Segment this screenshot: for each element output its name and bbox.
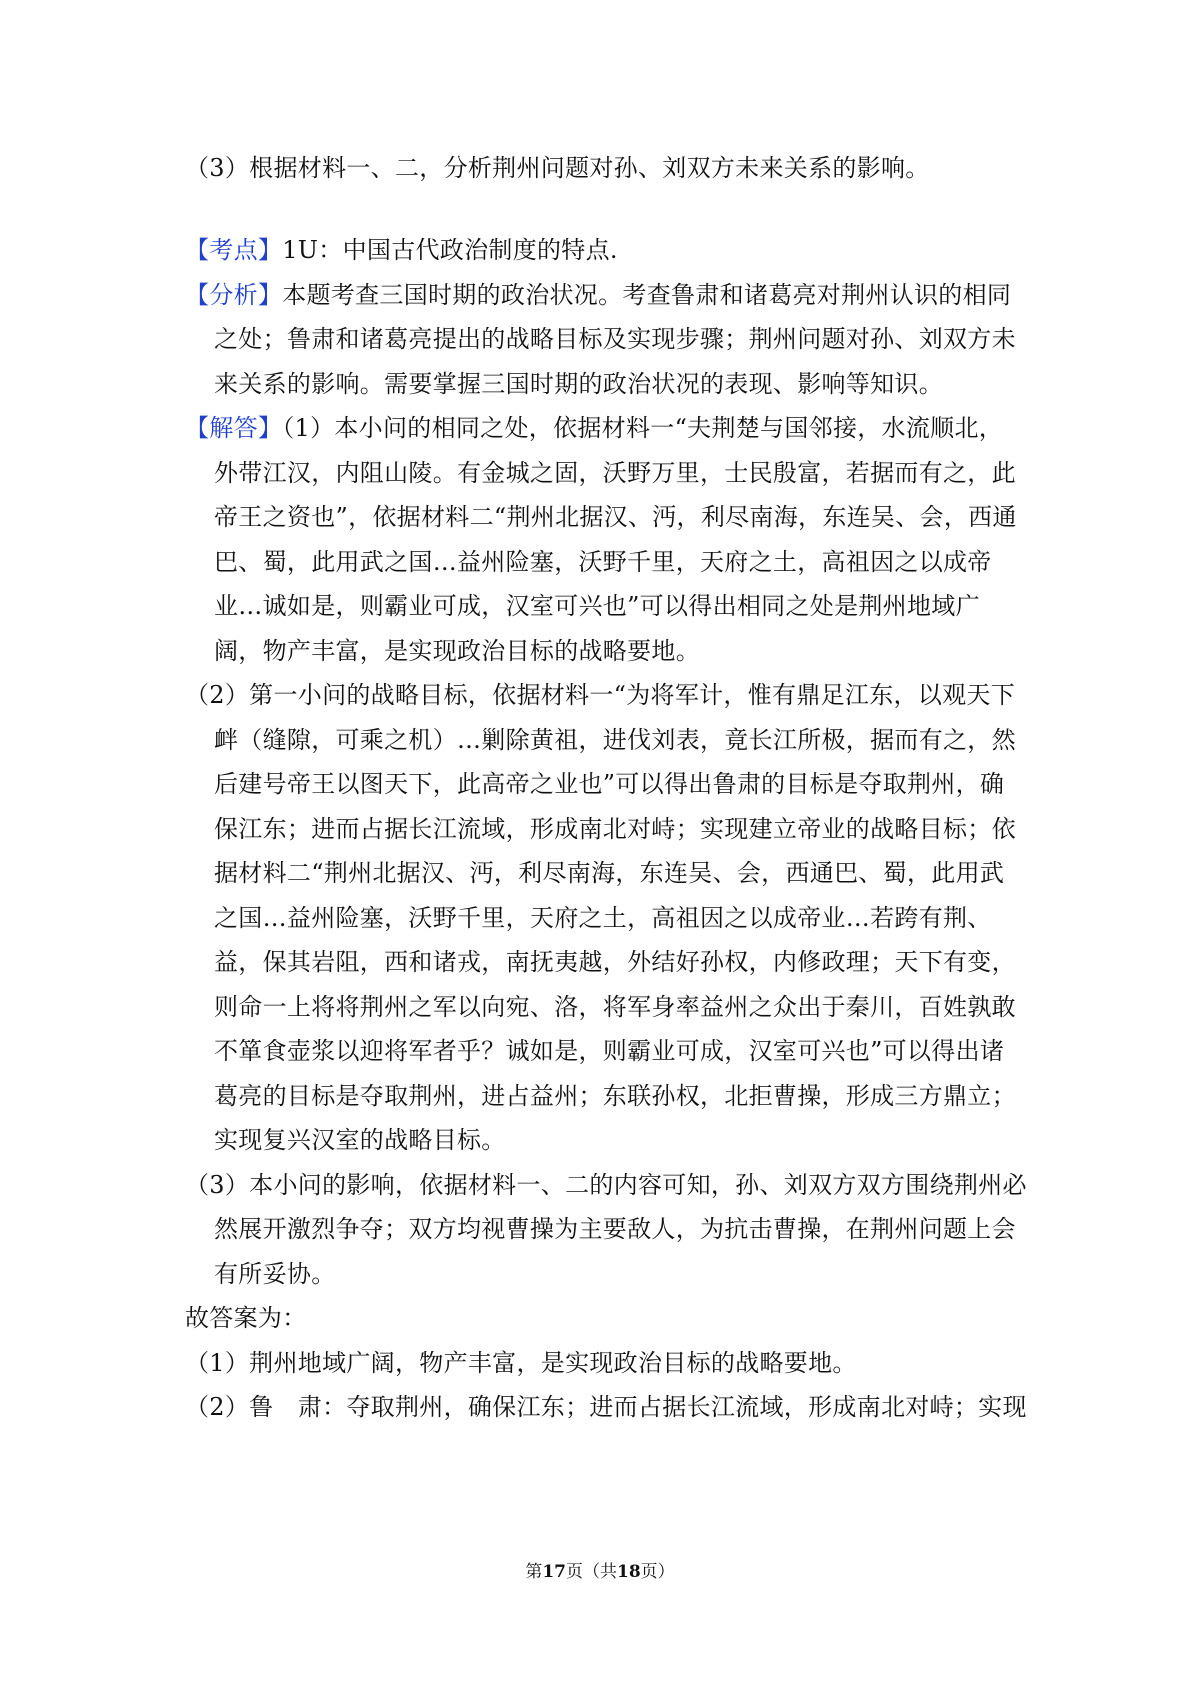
jieda-p2-line-10: 葛亮的目标是夺取荆州，进占益州；东联孙权，北拒曹操，形成三方鼎立； (214, 1082, 1016, 1110)
question-3: （3）根据材料一、二，分析荆州问题对孙、刘双方未来关系的影响。 (185, 154, 930, 182)
jieda-p2-line-4: 保江东；进而占据长江流域，形成南北对峙；实现建立帝业的战略目标；依 (214, 815, 1016, 843)
fenxi-line-2: 之处；鲁肃和诸葛亮提出的战略目标及实现步骤；荆州问题对孙、刘双方未 (214, 325, 1016, 353)
jieda-line-1 (185, 411, 1003, 445)
footer-middle: 页（共 (566, 1562, 617, 1582)
page-footer (0, 1560, 1200, 1584)
jieda-p2-line-8: 则命一上将将荆州之军以向宛、洛，将军身率益州之众出于秦川，百姓孰敢 (214, 993, 1016, 1021)
kaodian-tag: 【考点】 (185, 236, 283, 264)
jieda-p1-line-5: 业…诚如是，则霸业可成，汉室可兴也”可以得出相同之处是荆州地域广 (214, 592, 980, 620)
footer-page-number: 17 (542, 1562, 566, 1582)
footer-prefix: 第 (525, 1562, 543, 1582)
kaodian-text: 1U：中国古代政治制度的特点. (282, 236, 618, 264)
jieda-p3-line-2: 然展开激烈争夺；双方均视曹操为主要敌人，为抗击曹操，在荆州问题上会 (214, 1215, 1016, 1243)
jieda-p2-line-1: （2）第一小问的战略目标，依据材料一“为将军计，惟有鼎足江东，以观天下 (185, 681, 1016, 709)
fenxi-line-3: 来关系的影响。需要掌握三国时期的政治状况的表现、影响等知识。 (214, 370, 943, 398)
jieda-p2-line-5: 据材料二“荆州北据汉、沔，利尽南海，东连吴、会，西通巴、蜀，此用武 (214, 859, 1005, 887)
jieda-p1-line-6: 阔，物产丰富，是实现政治目标的战略要地。 (214, 637, 700, 665)
jieda-p2-line-9: 不箪食壶浆以迎将军者乎？诚如是，则霸业可成，汉室可兴也”可以得出诸 (214, 1037, 1005, 1065)
jieda-p2-line-3: 后建号帝王以图天下，此高帝之业也”可以得出鲁肃的目标是夺取荆州，确 (214, 770, 1005, 798)
footer-suffix: 页） (640, 1562, 675, 1582)
jieda-p2-line-2: 衅（缝隙，可乘之机）…剿除黄祖，进伐刘表，竟长江所极，据而有之，然 (214, 726, 1016, 754)
answer-heading: 故答案为： (185, 1304, 307, 1332)
answer-line-2: （2）鲁 肃：夺取荆州，确保江东；进而占据长江流域，形成南北对峙；实现 (185, 1393, 1027, 1421)
jieda-tag: 【解答】 (185, 414, 283, 442)
jieda-p3-line-3: 有所妥协。 (214, 1260, 336, 1288)
jieda-p2-line-11: 实现复兴汉室的战略目标。 (214, 1126, 506, 1154)
jieda-p2-line-6: 之国…益州险塞，沃野千里，天府之土，高祖因之以成帝业…若跨有荆、 (214, 904, 992, 932)
kaodian-line (185, 233, 618, 267)
fenxi-line-1 (185, 278, 1011, 312)
fenxi-text: 本题考查三国时期的政治状况。考查鲁肃和诸葛亮对荆州认识的相同 (282, 281, 1012, 309)
fenxi-tag: 【分析】 (185, 281, 283, 309)
footer-total-pages: 18 (617, 1562, 641, 1582)
jieda-p3-line-1: （3）本小问的影响，依据材料一、二的内容可知，孙、刘双方双方围绕荆州必 (185, 1171, 1027, 1199)
jieda-p1-line-2: 外带江汉，内阻山陵。有金城之固，沃野万里，士民殷富，若据而有之，此 (214, 459, 1016, 487)
jieda-p1-line-3: 帝王之资也”，依据材料二“荆州北据汉、沔，利尽南海，东连吴、会，西通 (214, 503, 1017, 531)
jieda-text: （1）本小问的相同之处，依据材料一“夫荆楚与国邻接，水流顺北， (282, 414, 1004, 442)
jieda-p1-line-4: 巴、蜀，此用武之国…益州险塞，沃野千里，天府之土，高祖因之以成帝 (214, 548, 992, 576)
answer-line-1: （1）荆州地域广阔，物产丰富，是实现政治目标的战略要地。 (185, 1349, 857, 1377)
jieda-p2-line-7: 益，保其岩阻，西和诸戎，南抚夷越，外结好孙权，内修政理；天下有变， (214, 948, 1016, 976)
